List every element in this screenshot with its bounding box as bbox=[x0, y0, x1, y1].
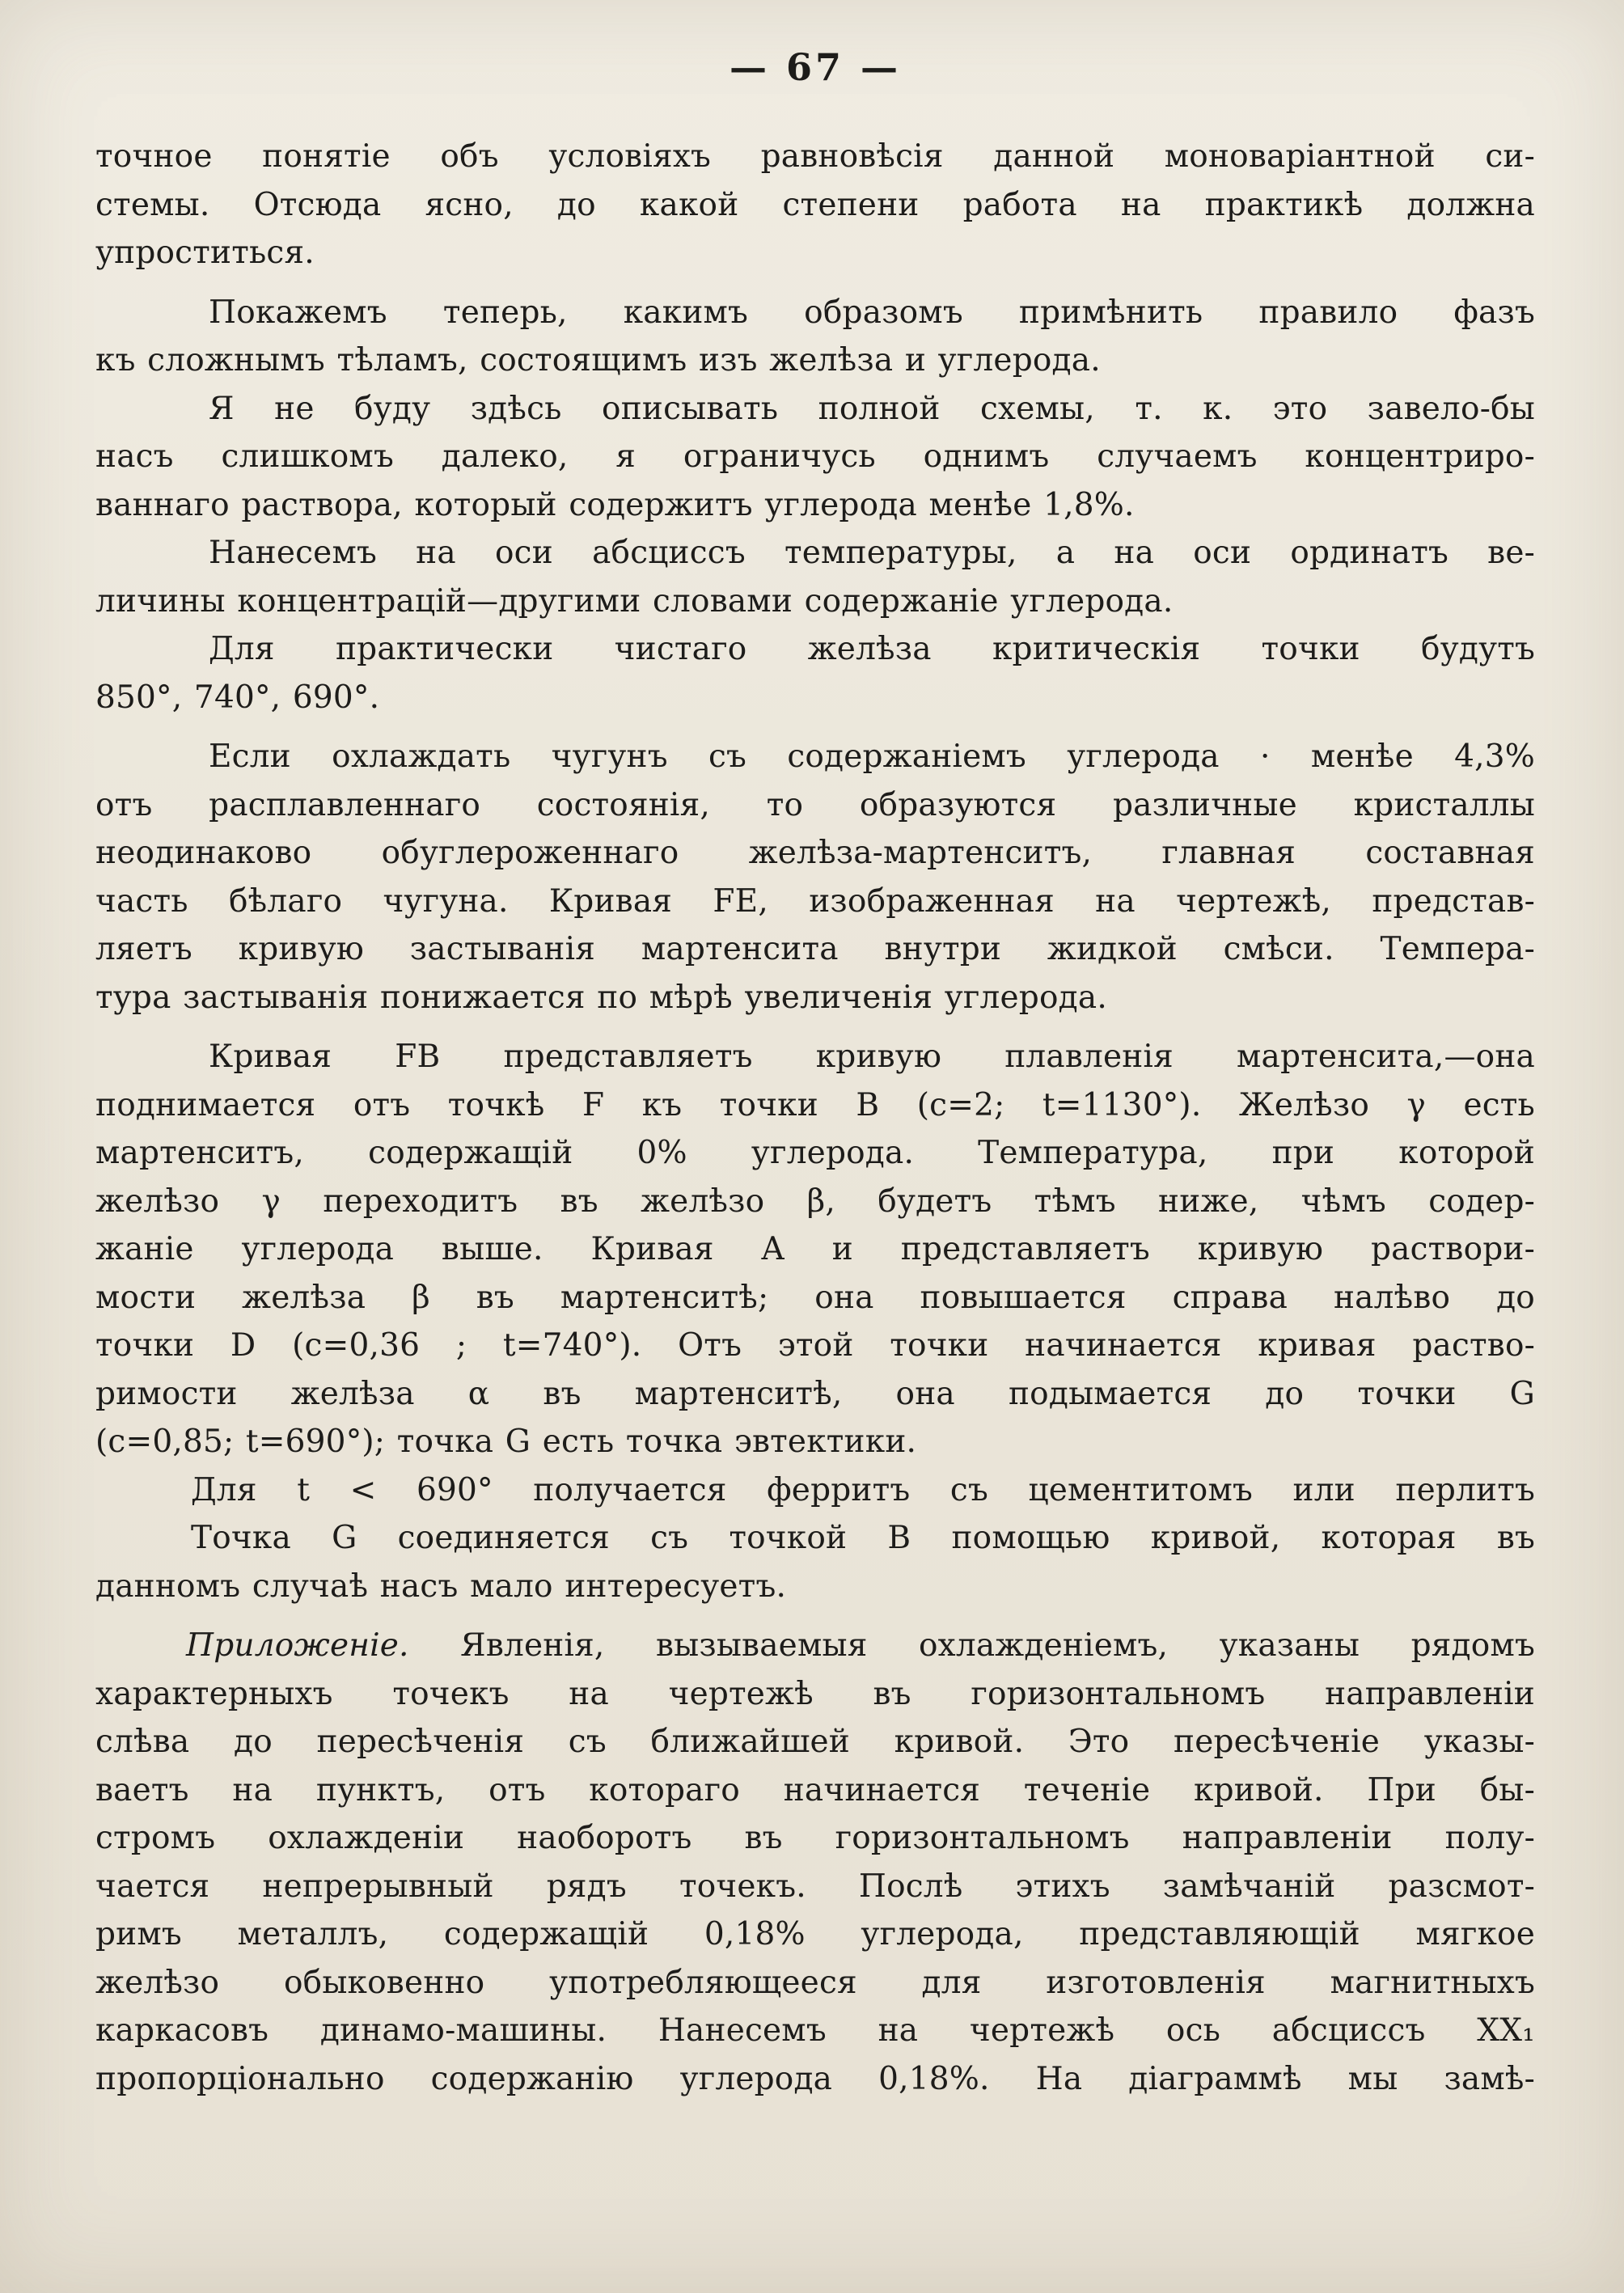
paragraph-2 bbox=[95, 289, 1535, 385]
text-line: слѣва до пересѣченія съ ближайшей кривой. Это пересѣченіе указы- bbox=[95, 1724, 1535, 1760]
text-line: данномъ случаѣ насъ мало интересуетъ. bbox=[95, 1567, 787, 1605]
text-line: жаніе углерода выше. Кривая A и представляетъ кривую раствори- bbox=[95, 1231, 1535, 1267]
text-line: тура застыванія понижается по мѣрѣ увеличенія углерода. bbox=[95, 979, 1107, 1016]
text-line: пропорціонально содержанію углерода 0,18%. На діаграммѣ мы замѣ- bbox=[95, 2060, 1535, 2097]
text-line: упроститься. bbox=[95, 235, 315, 271]
text-line: римости желѣза α въ мартенситѣ, она подымается до точки G bbox=[95, 1375, 1535, 1412]
text-line: римъ металлъ, содержащій 0,18% углерода, представляющій мягкое bbox=[95, 1916, 1535, 1952]
paragraph-8 bbox=[95, 1466, 1535, 1515]
text-line: часть бѣлаго чугуна. Кривая FE, изображенная на чертежѣ, представ- bbox=[95, 882, 1535, 920]
text-line: Кривая FB представляетъ кривую плавленія мартенсита,—она bbox=[209, 1039, 1535, 1075]
text-line: неодинаково обуглероженнаго желѣза-мартенситъ, главная составная bbox=[95, 835, 1535, 871]
text-line: желѣзо обыковенно употребляющееся для изготовленія магнитныхъ bbox=[95, 1964, 1535, 2001]
text-line: личины концентрацій—другими словами содержаніе углерода. bbox=[95, 582, 1174, 620]
page-number: — 67 — bbox=[729, 45, 902, 89]
text-line: отъ расплавленнаго состоянія, то образуются различные кристаллы bbox=[95, 786, 1535, 823]
text-line: характерныхъ точекъ на чертежѣ въ горизонтальномъ направленіи bbox=[95, 1675, 1535, 1712]
paragraph-10 bbox=[95, 1622, 1535, 2103]
paragraph-5 bbox=[95, 625, 1535, 721]
text-line: мости желѣза β въ мартенситѣ; она повышается справа налѣво до bbox=[95, 1279, 1535, 1316]
text-line: точное понятіе объ условіяхъ равновѣсія данной моноваріантной си- bbox=[95, 138, 1535, 175]
text-line: мартенситъ, содержащій 0% углерода. Температура, при которой bbox=[95, 1135, 1535, 1171]
appendix-label: Приложеніе. bbox=[186, 1627, 409, 1664]
text-run: Явленія, вызываемыя охлажденіемъ, указаны рядомъ bbox=[408, 1627, 1535, 1664]
text-line: каркасовъ динамо-машины. Нанесемъ на чертежѣ ось абсциссъ XX₁ bbox=[95, 2012, 1535, 2049]
paragraph-9 bbox=[95, 1514, 1535, 1610]
text-line: поднимается отъ точкѣ F къ точки B (c=2; t=1130°). Желѣзо γ есть bbox=[95, 1086, 1535, 1123]
text-line: Точка G соединяется съ точкой B помощью кривой, которая въ bbox=[191, 1520, 1535, 1556]
text-line: ляетъ кривую застыванія мартенсита внутри жидкой смѣси. Темпера- bbox=[95, 931, 1535, 967]
text-line: стемы. Отсюда ясно, до какой степени работа на практикѣ должна bbox=[95, 186, 1535, 223]
paragraph-4 bbox=[95, 529, 1535, 625]
text-line bbox=[95, 1622, 1535, 1670]
paragraph-3 bbox=[95, 385, 1535, 530]
text-line: ваннаго раствора, который содержитъ углерода менѣе 1,8%. bbox=[95, 486, 1135, 523]
text-line: 850°, 740°, 690°. bbox=[95, 679, 380, 716]
text-line: точки D (c=0,36 ; t=740°). Отъ этой точки начинается кривая раство- bbox=[95, 1327, 1535, 1364]
text-line: Для t < 690° получается ферритъ съ цементитомъ или перлитъ bbox=[191, 1471, 1535, 1508]
paragraph-7 bbox=[95, 1033, 1535, 1466]
paragraph-6 bbox=[95, 733, 1535, 1022]
text-line: Для практически чистаго желѣза критическія точки будутъ bbox=[209, 631, 1535, 667]
text-line: Я не буду здѣсь описывать полной схемы, т. к. это завело-бы bbox=[209, 390, 1535, 427]
text-line: ваетъ на пунктъ, отъ котораго начинается теченіе кривой. При бы- bbox=[95, 1771, 1535, 1809]
text-line: стромъ охлажденіи наоборотъ въ горизонтальномъ направленіи полу- bbox=[95, 1820, 1535, 1856]
paragraph-1 bbox=[95, 133, 1535, 277]
page-body bbox=[95, 133, 1535, 2103]
text-line: Покажемъ теперь, какимъ образомъ примѣнить правило фазъ bbox=[209, 294, 1535, 331]
text-line: (c=0,85; t=690°); точка G есть точка эвтектики. bbox=[95, 1424, 917, 1460]
text-line: къ сложнымъ тѣламъ, состоящимъ изъ желѣза и углерода. bbox=[95, 342, 1101, 379]
text-line: желѣзо γ переходитъ въ желѣзо β, будетъ тѣмъ ниже, чѣмъ содер- bbox=[95, 1182, 1535, 1220]
text-line: Нанесемъ на оси абсциссъ температуры, а на оси ординатъ ве- bbox=[209, 535, 1535, 571]
text-line: насъ слишкомъ далеко, я ограничусь однимъ случаемъ концентриро- bbox=[95, 438, 1535, 475]
text-line: Если охлаждать чугунъ съ содержаніемъ углерода · менѣе 4,3% bbox=[209, 738, 1535, 775]
text-line: чается непрерывный рядъ точекъ. Послѣ этихъ замѣчаній разсмот- bbox=[95, 1868, 1535, 1905]
